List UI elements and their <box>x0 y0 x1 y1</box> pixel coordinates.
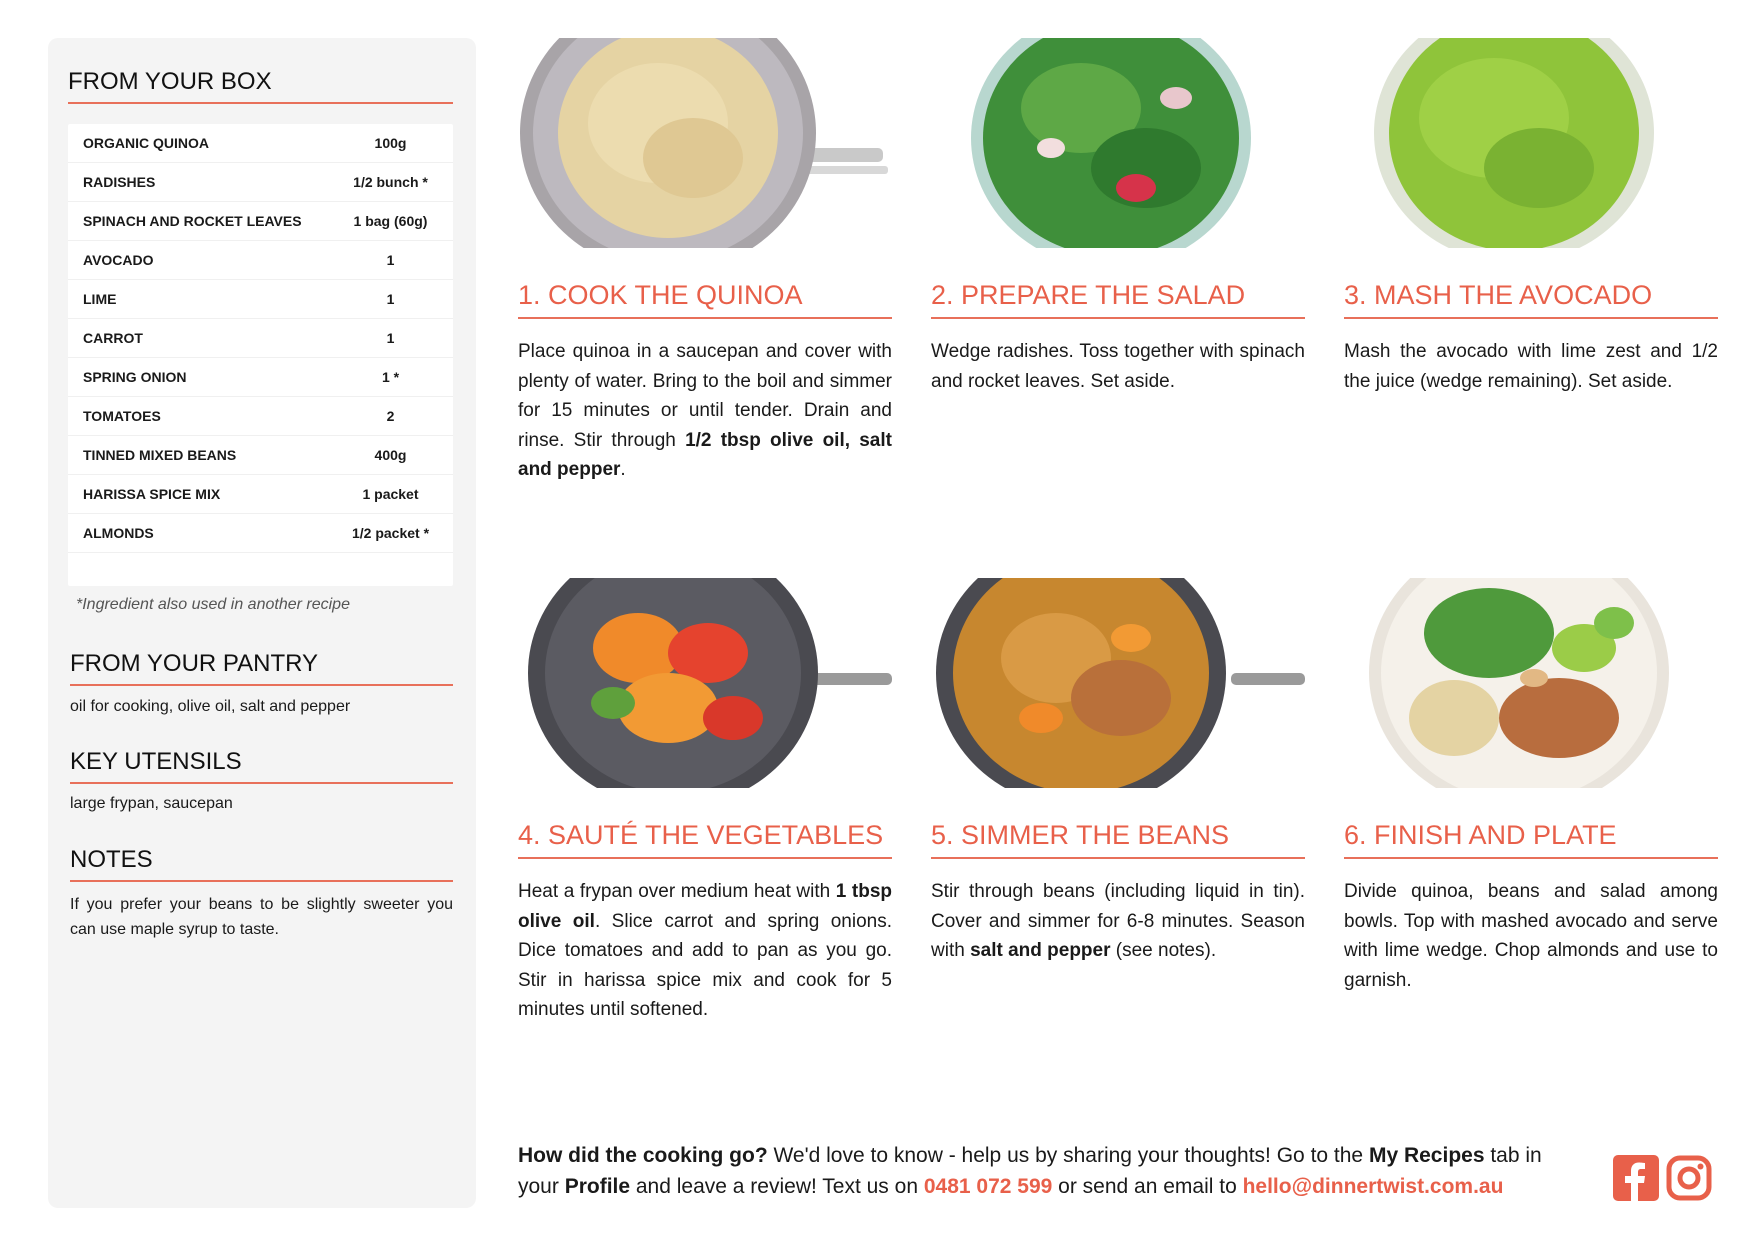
ingredient-qty: 1 * <box>381 369 400 385</box>
step-5-text-b: (see notes). <box>1110 940 1217 961</box>
facebook-icon[interactable] <box>1613 1155 1659 1201</box>
ingredient-row <box>68 397 453 436</box>
step-3-text: Mash the avocado with lime zest and 1/2 the juice (wedge remaining). Set aside. <box>1344 341 1718 392</box>
ingredient-name: LIME <box>83 291 117 307</box>
ingredient-row <box>68 514 453 553</box>
footer-text-3: and leave a review! Text us on <box>630 1175 924 1198</box>
step-4-bold: 1 tbsp olive oil <box>518 881 893 932</box>
pantry-text: oil for cooking, olive oil, salt and pepper <box>70 698 351 715</box>
plated-dish-photo <box>1344 578 1718 788</box>
ingredients-table <box>68 124 453 586</box>
step-5-text-a: Stir through beans (including liquid in tin). Cover and simmer for 6-8 minutes. Season with <box>931 881 1305 961</box>
footer-text-2: tab in your <box>518 1144 1542 1198</box>
ingredient-name: ALMONDS <box>83 525 154 541</box>
ingredient-qty: 100g <box>374 135 407 151</box>
step-2-text: Wedge radishes. Toss together with spinach and rocket leaves. Set aside. <box>931 341 1305 392</box>
ingredient-row <box>68 436 453 475</box>
footer-profile: Profile <box>564 1175 631 1198</box>
step-1-text-a: Place quinoa in a saucepan and cover with plenty of water. Bring to the boil and simmer for 15 minutes or until tender. Drain and rinse. Stir through <box>518 341 892 451</box>
ingredient-name: ORGANIC QUINOA <box>83 135 209 151</box>
step-5-bold: salt and pepper <box>970 940 1111 961</box>
box-title: FROM YOUR BOX <box>68 68 453 104</box>
ingredient-qty: 1 packet <box>362 486 419 502</box>
footer-text-1: We'd love to know - help us by sharing your thoughts! Go to the <box>767 1144 1369 1167</box>
step-4-text-a: Heat a frypan over medium heat with <box>518 881 836 902</box>
utensils-text: large frypan, saucepan <box>70 795 233 812</box>
step-4-title: 4. SAUTÉ THE VEGETABLES <box>518 820 892 859</box>
ingredient-name: CARROT <box>83 330 143 346</box>
step-1-text-b: . <box>620 459 626 480</box>
ingredient-name: HARISSA SPICE MIX <box>83 486 221 502</box>
ingredient-footnote: *Ingredient also used in another recipe <box>76 596 350 613</box>
step-5-title: 5. SIMMER THE BEANS <box>931 820 1305 859</box>
ingredient-qty: 1 bag (60g) <box>353 213 428 229</box>
review-footer <box>518 1140 1568 1202</box>
ingredient-qty: 400g <box>374 447 407 463</box>
step-1-text <box>518 337 892 485</box>
notes-text: If you prefer your beans to be slightly sweeter you can use maple syrup to taste. <box>70 896 453 938</box>
utensils-title: KEY UTENSILS <box>70 748 453 784</box>
beans-photo <box>931 578 1305 788</box>
ingredient-row <box>68 124 453 163</box>
ingredient-name: TINNED MIXED BEANS <box>83 447 237 463</box>
ingredient-name: RADISHES <box>83 174 156 190</box>
ingredient-name: SPINACH AND ROCKET LEAVES <box>83 213 302 229</box>
footer-my-recipes: My Recipes <box>1368 1144 1485 1167</box>
ingredient-row <box>68 280 453 319</box>
ingredient-qty: 1 <box>386 252 395 268</box>
step-6-text: Divide quinoa, beans and salad among bowls. Top with mashed avocado and serve with lime wedge. Chop almonds and use to garnish. <box>1344 881 1718 991</box>
ingredient-row <box>68 475 453 514</box>
notes-title: NOTES <box>70 846 453 882</box>
step-4-text-b: . Slice carrot and spring onions. Dice tomatoes and add to pan as you go. Stir in harissa spice mix and cook for 5 minutes until softened. <box>518 910 893 1020</box>
ingredient-row <box>68 241 453 280</box>
ingredient-row <box>68 202 453 241</box>
avocado-photo <box>1344 38 1718 248</box>
ingredient-row <box>68 319 453 358</box>
step-3-title: 3. MASH THE AVOCADO <box>1344 280 1718 319</box>
vegetables-photo <box>518 578 892 788</box>
email-link[interactable]: hello@dinnertwist.com.au <box>1242 1175 1504 1198</box>
phone-link[interactable]: 0481 072 599 <box>923 1175 1053 1198</box>
instagram-icon[interactable] <box>1666 1155 1712 1201</box>
ingredient-qty: 1 <box>386 291 395 307</box>
step-1-title: 1. COOK THE QUINOA <box>518 280 892 319</box>
salad-photo <box>931 38 1305 248</box>
ingredient-name: SPRING ONION <box>83 369 187 385</box>
ingredient-qty: 1 <box>386 330 395 346</box>
ingredient-qty: 2 <box>386 408 395 424</box>
footer-question: How did the cooking go? <box>518 1144 768 1167</box>
step-1-bold: 1/2 tbsp olive oil, salt and pepper <box>518 429 892 480</box>
step-5-text <box>931 877 1305 966</box>
step-6-title: 6. FINISH AND PLATE <box>1344 820 1718 859</box>
ingredient-row <box>68 358 453 397</box>
footer-text-4: or send an email to <box>1052 1175 1243 1198</box>
pantry-title: FROM YOUR PANTRY <box>70 650 453 686</box>
step-4-text <box>518 877 892 1025</box>
ingredient-row <box>68 163 453 202</box>
step-2-title: 2. PREPARE THE SALAD <box>931 280 1305 319</box>
ingredient-qty: 1/2 packet * <box>351 525 430 541</box>
quinoa-photo <box>518 38 892 248</box>
ingredient-name: AVOCADO <box>83 252 154 268</box>
ingredient-qty: 1/2 bunch * <box>353 174 428 190</box>
ingredient-name: TOMATOES <box>83 408 161 424</box>
ingredients-sidebar <box>48 38 476 1208</box>
